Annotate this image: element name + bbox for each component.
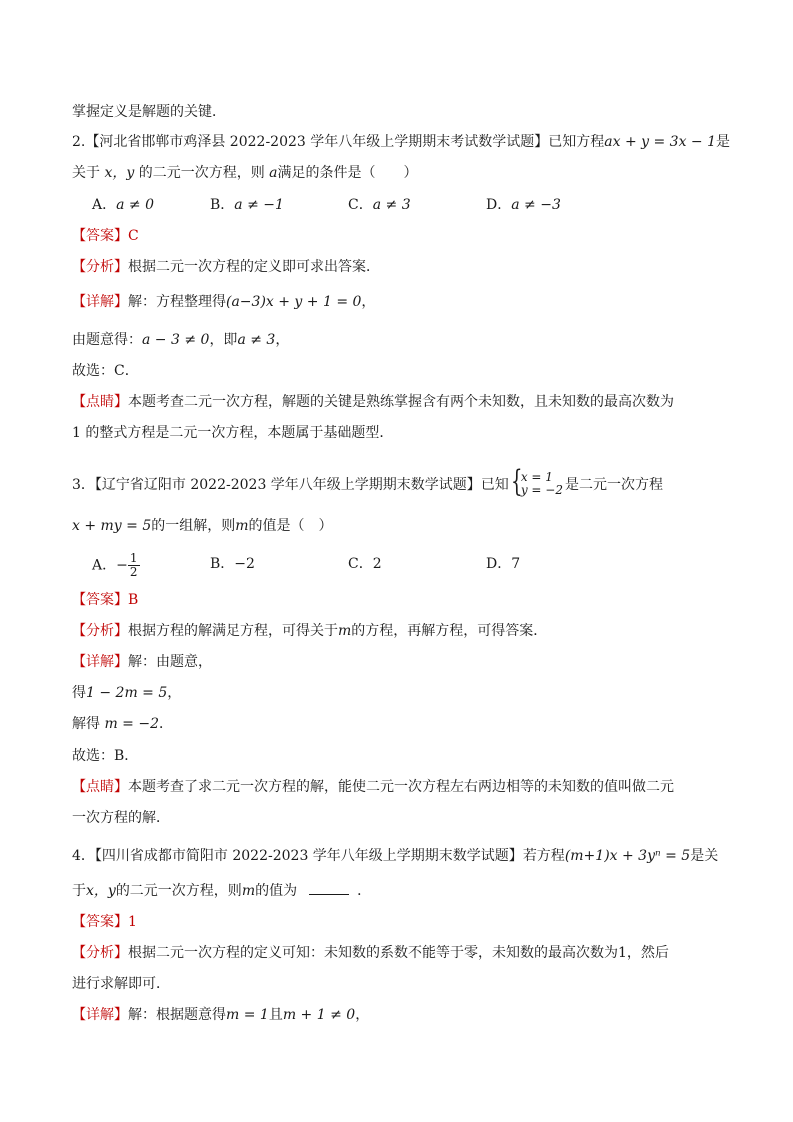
analysis-end: 的方程，再解方程，可得答案． bbox=[351, 623, 548, 639]
q3-step1 bbox=[72, 684, 693, 702]
answer-tag: 【答案】 bbox=[72, 914, 128, 930]
q2-equation: ax + y = 3x − 1 bbox=[604, 134, 717, 150]
detail-text: 解：由题意， bbox=[128, 654, 212, 670]
step-text: 得 bbox=[72, 685, 86, 701]
q2-answer bbox=[72, 227, 693, 245]
answer-tag: 【答案】 bbox=[72, 228, 128, 244]
q3-comment-line2: 一次方程的解． bbox=[72, 810, 170, 826]
q4-stem-text: 若方程 bbox=[522, 848, 565, 864]
option-label: C． bbox=[348, 556, 373, 572]
option-label: B． bbox=[210, 556, 235, 572]
fraction-denominator: 2 bbox=[129, 565, 138, 579]
q4-line2-b: 的二元一次方程，则 bbox=[115, 883, 242, 899]
q3-stem-line2 bbox=[72, 517, 693, 535]
detail-end: ， bbox=[361, 294, 376, 310]
option-label: A． bbox=[92, 557, 117, 574]
q4-analysis bbox=[72, 944, 693, 962]
q3-answer bbox=[72, 591, 693, 609]
q4-number: 4． bbox=[72, 848, 95, 864]
q2-comment bbox=[72, 393, 693, 411]
q2-option-d bbox=[486, 196, 561, 214]
detail-mid: 且 bbox=[268, 1007, 283, 1023]
option-value: a ≠ 3 bbox=[372, 197, 411, 213]
option-label: B． bbox=[210, 197, 235, 213]
q2-option-c bbox=[348, 196, 411, 214]
analysis-text: 根据方程的解满足方程，可得关于 bbox=[128, 623, 338, 639]
q2-stem-text: 已知方程 bbox=[548, 134, 605, 150]
q2-comment-line2: 1 的整式方程是二元一次方程，本题属于基础题型． bbox=[72, 425, 394, 441]
reason-eq2: a ≠ 3 bbox=[237, 332, 276, 348]
q2-stem-line2 bbox=[72, 164, 693, 182]
q3-equation: x + my = 5 bbox=[72, 518, 152, 534]
reason-eq: a − 3 ≠ 0 bbox=[142, 332, 210, 348]
answer-blank[interactable] bbox=[309, 882, 349, 895]
q2-choose: 故选：C． bbox=[72, 363, 139, 379]
reason-mid: ，即 bbox=[209, 332, 238, 348]
q2-var-a: a bbox=[269, 165, 278, 181]
q3-number: 3． bbox=[72, 477, 95, 493]
q3-detail bbox=[72, 653, 693, 671]
q3-line2-b: 的值是（ ） bbox=[248, 518, 333, 534]
q3-stem bbox=[72, 464, 693, 499]
analysis-text: 根据二元一次方程的定义即可求出答案． bbox=[128, 259, 380, 275]
q4-vars: x，y bbox=[86, 883, 116, 899]
analysis-text: 根据二元一次方程的定义可知：未知数的系数不能等于零，未知数的最高次数为1，然后 bbox=[128, 945, 669, 961]
option-value: −2 bbox=[234, 556, 255, 572]
q2-detail bbox=[72, 293, 693, 311]
detail-tag: 【详解】 bbox=[72, 654, 128, 670]
option-value: a ≠ 0 bbox=[116, 197, 155, 213]
comment-tag: 【点睛】 bbox=[72, 394, 128, 410]
q2-line2-b: 的二元一次方程，则 bbox=[134, 165, 270, 181]
q2-option-b bbox=[210, 196, 284, 214]
detail-eq2: m + 1 ≠ 0 bbox=[282, 1007, 356, 1023]
option-value: a ≠ −1 bbox=[234, 197, 284, 213]
reason-text: 由题意得： bbox=[72, 332, 142, 348]
q4-var-m: m bbox=[241, 883, 256, 899]
analysis-tag: 【分析】 bbox=[72, 623, 128, 639]
option-label: D． bbox=[486, 556, 512, 572]
system-row-bottom: y = −2 bbox=[520, 483, 563, 497]
q4-line2-c: 的值为 bbox=[255, 883, 298, 899]
analysis-tag: 【分析】 bbox=[72, 259, 128, 275]
analysis-tag: 【分析】 bbox=[72, 945, 128, 961]
detail-text: 解：根据题意得 bbox=[128, 1007, 226, 1023]
q4-analysis-line2: 进行求解即可． bbox=[72, 976, 170, 992]
q2-reasoning bbox=[72, 331, 693, 349]
step-end: ， bbox=[167, 685, 182, 701]
q3-option-c bbox=[348, 555, 382, 573]
answer-value: B bbox=[128, 592, 139, 608]
option-label: C． bbox=[348, 197, 373, 213]
option-value: 2 bbox=[372, 556, 382, 572]
detail-tag: 【详解】 bbox=[72, 1007, 128, 1023]
q3-analysis bbox=[72, 622, 693, 640]
comment-text: 本题考查了求二元一次方程的解，能使二元一次方程左右两边相等的未知数的值叫做二元 bbox=[128, 779, 674, 795]
q4-stem bbox=[72, 847, 719, 865]
q4-stem-end: 是关 bbox=[690, 848, 719, 864]
step-text: 解得 bbox=[72, 716, 105, 732]
q2-stem bbox=[72, 133, 731, 151]
q4-line2-a: 于 bbox=[72, 883, 86, 899]
q3-line2-a: 的一组解，则 bbox=[151, 518, 236, 534]
answer-value: 1 bbox=[128, 914, 137, 930]
system-row-top: x = 1 bbox=[520, 470, 553, 484]
q2-option-a bbox=[92, 196, 154, 214]
answer-tag: 【答案】 bbox=[72, 592, 128, 608]
intro-line: 掌握定义是解题的关键． bbox=[72, 104, 226, 120]
q3-choose: 故选：B． bbox=[72, 748, 139, 764]
q3-option-b bbox=[210, 555, 255, 573]
step-eq: m = −2 bbox=[104, 716, 159, 732]
option-value: a ≠ −3 bbox=[511, 197, 561, 213]
detail-eq1: m = 1 bbox=[226, 1007, 269, 1023]
q4-detail bbox=[72, 1006, 693, 1024]
q2-number: 2. bbox=[72, 134, 86, 150]
q3-step2 bbox=[72, 715, 693, 733]
step-end: ． bbox=[159, 716, 173, 732]
q4-answer bbox=[72, 913, 693, 931]
q4-source: 【四川省成都市简阳市 2022-2023 学年八年级上学期期末数学试题】 bbox=[94, 848, 523, 864]
answer-value: C bbox=[128, 228, 139, 244]
q2-line2-c: 满足的条件是（ ） bbox=[277, 165, 418, 181]
q2-source: 【河北省邯郸市鸡泽县 2022-2023 学年八年级上学期期末考试数学试题】 bbox=[85, 134, 549, 150]
detail-text: 解：方程整理得 bbox=[128, 294, 226, 310]
option-value: − bbox=[116, 557, 128, 574]
detail-end: ， bbox=[355, 1007, 370, 1023]
q4-equation: (m+1)x + 3yⁿ = 5 bbox=[564, 848, 691, 864]
q3-option-d bbox=[486, 555, 520, 573]
q2-stem-end: 是 bbox=[716, 134, 731, 150]
fraction-numerator: 1 bbox=[129, 551, 138, 565]
q3-option-a bbox=[92, 552, 140, 579]
q4-line2-end: ． bbox=[357, 883, 372, 899]
equation-system bbox=[510, 464, 563, 499]
step-eq: 1 − 2m = 5 bbox=[86, 685, 168, 701]
fraction bbox=[128, 552, 140, 579]
q3-stem-text: 已知 bbox=[480, 477, 509, 493]
brace-icon: { bbox=[510, 464, 523, 499]
analysis-var: m bbox=[338, 623, 352, 639]
q3-stem-end: 是二元一次方程 bbox=[564, 477, 663, 493]
q2-vars: x，y bbox=[104, 165, 135, 181]
q3-source: 【辽宁省辽阳市 2022-2023 学年八年级上学期期末数学试题】 bbox=[94, 477, 481, 493]
detail-tag: 【详解】 bbox=[72, 294, 128, 310]
q3-comment bbox=[72, 778, 693, 796]
q2-analysis bbox=[72, 258, 693, 276]
option-label: A． bbox=[92, 197, 117, 213]
option-label: D． bbox=[486, 197, 512, 213]
q3-var-m: m bbox=[235, 518, 249, 534]
comment-tag: 【点睛】 bbox=[72, 779, 128, 795]
q2-line2-a: 关于 bbox=[72, 165, 105, 181]
detail-equation: (a−3)x + y + 1 = 0 bbox=[226, 294, 362, 310]
option-value: 7 bbox=[511, 556, 521, 572]
reason-end: ， bbox=[275, 332, 290, 348]
comment-text: 本题考查二元一次方程，解题的关键是熟练掌握含有两个未知数，且未知数的最高次数为 bbox=[128, 394, 674, 410]
q4-stem-line2 bbox=[72, 882, 693, 900]
